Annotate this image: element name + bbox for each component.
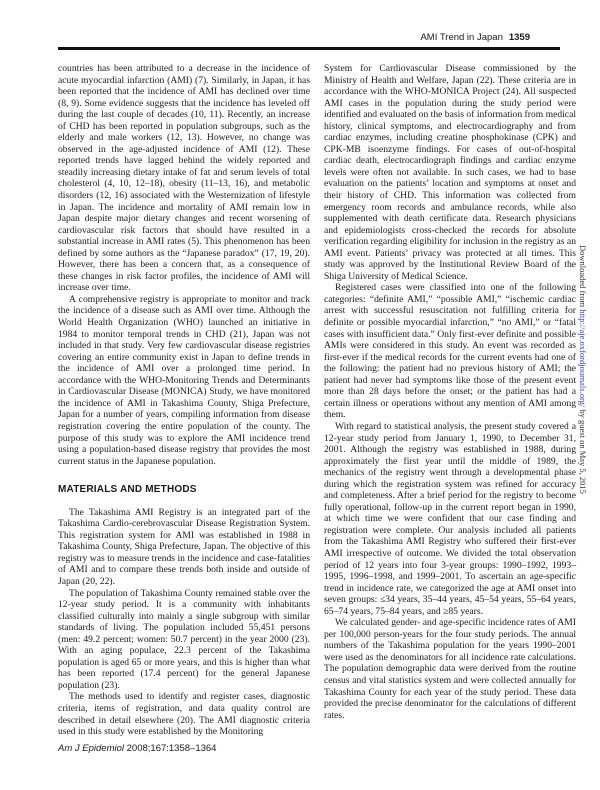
paragraph: We calculated gender- and age-specific incidence rates of AMI per 100,000 person-years for the four study periods. The annual numbers of the Takashima population for the years 1990–2001 were used as the denominators for all incidence rate calculations. The population demographic data were derived from the routine census and vital statistics system and were collected annually for Takashima County for each year of the study period. These data provided the precise denominator for the calculations of different rates. [324, 617, 576, 721]
left-column [58, 63, 310, 738]
download-watermark [578, 245, 588, 494]
journal-link[interactable]: http://aje.oxfordjournals.org/ [578, 309, 588, 408]
running-header [420, 32, 530, 43]
paragraph: The population of Takashima County remained stable over the 12-year study period. It is a community with inhabitants classified culturally into mainly a single subgroup with similar standards of living. The population included 55,451 persons (men: 49.2 percent; women: 50.7 percent) in the year 2000 (23). With an aging populace, 22.3 percent of the Takashima population is aged 65 or more years, and this is higher than what has been reported (17.4 percent) for the general Japanese population (23). [58, 587, 310, 691]
paragraph: With regard to statistical analysis, the present study covered a 12-year study period from January 1, 1990, to December 31, 2001. Although the registry was established in 1988, during approximately the first year until the middle of 1989, the mechanics of the registry went through a developmental phase during which the registration system was refined for accuracy and completeness. After a brief period for the registry to become fully operational, follow-up in the current report began in 1990, at which time we were confident that our case finding and registration were complete. Our analysis included all patients from the Takashima AMI Registry who suffered their first-ever AMI irrespective of outcome. We divided the total observation period of 12 years into four 3-year groups: 1990–1992, 1993–1995, 1996–1998, and 1999–2001. To ascertain an age-specific trend in incidence rate, we categorized the age at AMI onset into seven groups: ≤34 years, 35–44 years, 45–54 years, 55–64 years, 65–74 years, 75–84 years, and ≥85 years. [324, 420, 576, 617]
paragraph: The Takashima AMI Registry is an integrated part of the Takashima Cardio-cerebrovascular Disease Registration System. This registration system for AMI was established in 1988 in Takashima County, Shiga Prefecture, Japan. The objective of this registry was to measure trends in the incidence and case-fatalities of AMI and to compare these trends both inside and outside of Japan (20, 22). [58, 506, 310, 587]
paragraph: The methods used to identify and register cases, diagnostic criteria, items of registration, and data quality control are described in detail elsewhere (20). The AMI diagnostic criteria used in this study were established by the Monitoring [58, 691, 310, 738]
section-heading: MATERIALS AND METHODS [58, 484, 197, 496]
paragraph: A comprehensive registry is appropriate to monitor and track the incidence of a disease such as AMI over time. Although the World Health Organization (WHO) launched an initiative in 1984 to monitor temporal trends in CHD (21), Japan was not included in that study. Very few cardiovascular disease registries covering an entire community exist in Japan to define trends in the incidence of AMI over a prolonged time period. In accordance with the WHO-Monitoring Trends and Determinants in Cardiovascular Disease (MONICA) Study, we have monitored the incidence of AMI in Takashima County, Shiga Prefecture, Japan for a number of years, compiling information from disease registration covering the entire population of the county. The purpose of this study was to explore the AMI incidence trend using a population-based disease registry that provides the most current status in the Japanese population. [58, 293, 310, 467]
citation: 2008;167:1358–1364 [126, 743, 217, 754]
download-prefix: Downloaded from [578, 245, 588, 310]
paragraph: countries has been attributed to a decrease in the incidence of acute myocardial infarction (AMI) (7). Similarly, in Japan, it has been reported that the incidence of AMI has declined over time (8, 9). Some evidence suggests that the incidence has leveled off during the last couple of decades (10, 11). Recently, an increase of CHD has been reported in population subgroups, such as the elderly and male workers (12, 13). However, no change was observed in the age-adjusted incidence of AMI (12). These reported trends have lagged behind the widely reported and steadily increasing dietary intake of fat and serum levels of total cholesterol (4, 10, 12–18), obesity (11–13, 16), and metabolic disorders (12, 16) associated with the Westernization of lifestyle in Japan. The incidence and mortality of AMI remain low in Japan despite major dietary changes and recent worsening of cardiovascular risk factors that should have resulted in a substantial increase in AMI rates (5). This phenomenon has been defined by some authors as the “Japanese paradox” (17, 19, 20). However, there has been a concern that, as a consequence of these changes in risk factor profiles, the incidence of AMI will increase over time. [58, 63, 310, 294]
paragraph: Registered cases were classified into one of the following categories: “definite AMI,” “possible AMI,” “ischemic cardiac arrest with successful resuscitation not fulfilling criteria for definite or possible myocardial infarction,” “no AMI,” or “fatal cases with insufficient data.” Only first-ever definite and possible AMIs were considered in this study. An event was recorded as first-ever if the medical records for the current events had one of the following: the patient had no previous history of AMI; the patient had never had symptoms like those of the present event more than 28 days before the onset; or the patient has had a certain illness or operations without any mention of AMI among them. [324, 282, 576, 421]
right-column [324, 63, 576, 721]
page-number: 1359 [508, 32, 530, 43]
running-title: AMI Trend in Japan [420, 32, 503, 43]
journal-name: Am J Epidemiol [58, 743, 124, 754]
page-footer [58, 743, 216, 754]
download-suffix: by guest on May 5, 2015 [578, 407, 588, 494]
header-rule [58, 47, 560, 50]
paragraph: System for Cardiovascular Disease commissioned by the Ministry of Health and Welfare, Japan (22). These criteria are in accordance with the WHO-MONICA Project (24). All suspected AMI cases in the population during the study period were identified and evaluated on the basis of information from medical history, clinical symptoms, and electrocardiography and from cardiac enzymes, including creatine phosphokinase (CPK) and CPK-MB isoenzyme findings. For cases of out-of-hospital cardiac death, electrocardiograph findings and cardiac enzyme levels were often not available. In such cases, we had to base evaluation on the patients’ location and symptoms at onset and their history of CHD. This information was collected from emergency room records and ambulance records, while also supplemented with death certificate data. Research physicians and epidemiologists cross-checked the records for absolute verification regarding eligibility for inclusion in the registry as an AMI event. Patients’ privacy was protected at all times. This study was approved by the Institutional Review Board of the Shiga University of Medical Science. [324, 63, 576, 282]
